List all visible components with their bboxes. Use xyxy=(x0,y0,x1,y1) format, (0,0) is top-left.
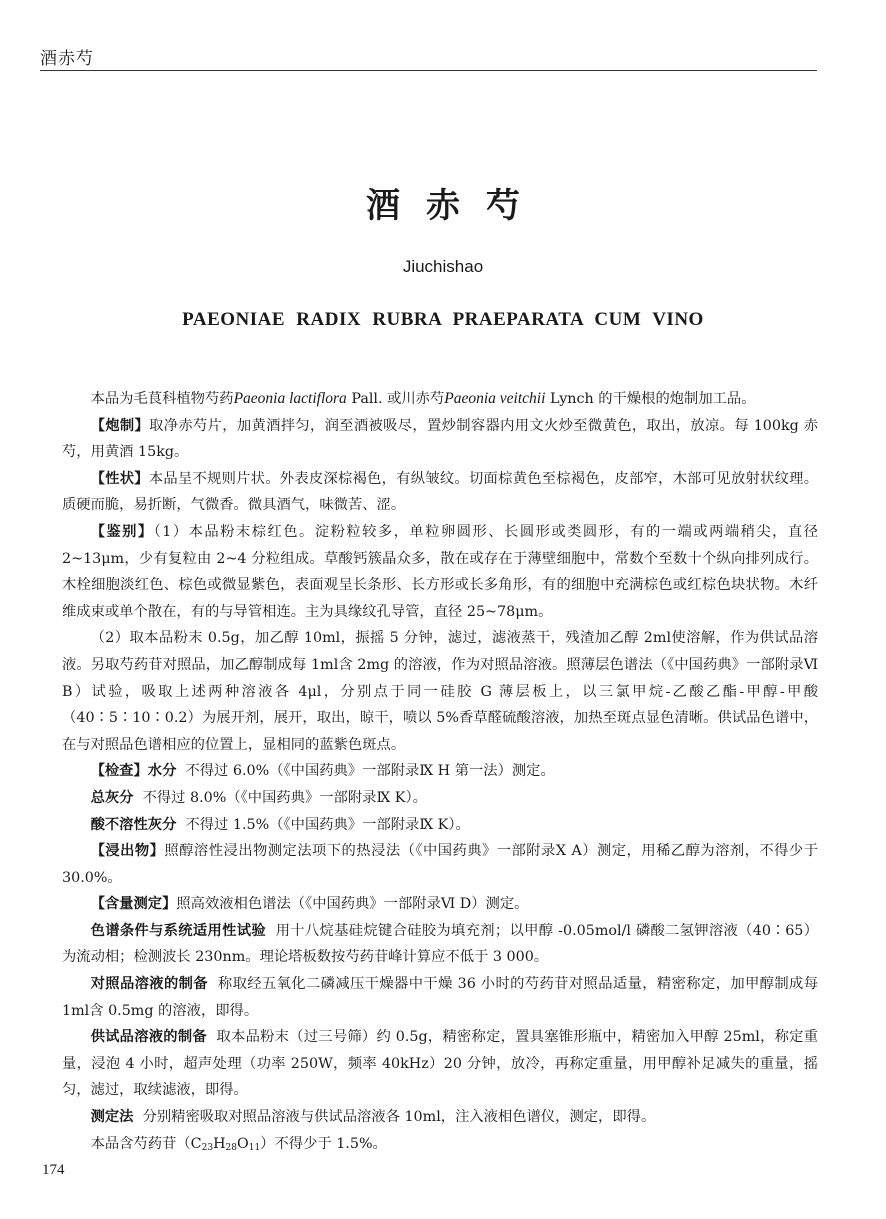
content-text-post: ）不得少于 1.5%。 xyxy=(260,1135,387,1152)
formula-h: H xyxy=(213,1135,226,1152)
intro-text-3: Lynch 的干燥根的炮制加工品。 xyxy=(545,391,756,407)
reference-solution-paragraph xyxy=(62,971,818,1024)
formula-h-subscript: 28 xyxy=(225,1142,237,1153)
formula-c-subscript: 23 xyxy=(201,1142,214,1153)
hanliang-paragraph xyxy=(62,891,818,918)
species-name-1: Paeonia lactiflora xyxy=(233,390,347,407)
header-rule xyxy=(40,70,817,71)
jianbie-text-2: （2）取本品粉末 0.5g，加乙醇 10ml，振摇 5 分钟，滤过，滤液蒸干，残渣加乙醇 2ml使溶解，作为供试品溶液。另取芍药苷对照品，加乙醇制成每 1ml含 2mg 的溶液，作为对照品溶液。照薄层色谱法（《中国药典》一部附录Ⅵ B）试验，吸取上述两种溶液各 4μl，分别点于同一硅胶 G 薄层板上，以三氯甲烷-乙酸乙酯-甲醇-甲酸（40∶5∶10∶0.2）为展开剂，展开，取出，晾干，喷以 5%香草醛硫酸溶液，加热至斑点显色清晰。供试品色谱中，在与对照品色谱相应的位置上，显相同的蓝紫色斑点。 xyxy=(62,630,818,753)
latin-name: PAEONIAE RADIX RUBRA PRAEPARATA CUM VINO xyxy=(182,309,704,330)
acid-ash-paragraph xyxy=(62,812,818,839)
jianbie-paragraph-1 xyxy=(62,519,818,625)
jinchuwu-paragraph xyxy=(62,838,818,891)
water-label: 水分 xyxy=(147,763,177,780)
acid-ash-text: 不得过 1.5%（《中国药典》一部附录Ⅸ K）。 xyxy=(185,816,470,833)
sample-solution-label: 供试品溶液的制备 xyxy=(90,1029,207,1046)
page-number: 174 xyxy=(42,1162,65,1178)
intro-text-2: Pall. 或川赤芍 xyxy=(346,391,445,407)
jiancha-label: 【检查】 xyxy=(90,763,148,780)
intro-text-1: 本品为毛茛科植物芍药 xyxy=(90,391,234,407)
content-text-pre: 本品含芍药苷（C xyxy=(90,1135,202,1152)
pinyin-name: Jiuchishao xyxy=(402,257,484,276)
formula-o-subscript: 11 xyxy=(248,1142,261,1153)
total-ash-paragraph xyxy=(62,785,818,812)
jinchuwu-label: 【浸出物】 xyxy=(90,843,165,860)
sample-solution-text: 取本品粉末（过三号筛）约 0.5g，精密称定，置具塞锥形瓶中，精密加入甲醇 25ml，称定重量，浸泡 4 小时，超声处理（功率 250W，频率 40kHz）20 分钟，放冷，再称定重量，用甲醇补足减失的重量，摇匀，滤过，取续滤液，即得。 xyxy=(62,1029,818,1099)
method-label: 测定法 xyxy=(90,1109,134,1126)
jianbie-text-1: （1）本品粉末棕红色。淀粉粒较多，单粒卵圆形、长圆形或类圆形，有的一端或两端稍尖，直径 2~13μm，少有复粒由 2~4 分粒组成。草酸钙簇晶众多，散在或存在于薄壁细胞中，常数个至数十个纵向排列成行。木栓细胞淡红色、棕色或微显紫色，表面观呈长条形、长方形或长多角形，有的细胞中充满棕色或红棕色块状物。木纤维成束或单个散在，有的与导管相连。主为具缘纹孔导管，直径 25~78μm。 xyxy=(62,523,818,620)
sample-solution-paragraph xyxy=(62,1024,818,1104)
xingzhuang-paragraph xyxy=(62,466,818,519)
xingzhuang-label: 【性状】 xyxy=(90,470,149,487)
species-name-2: Paeonia veitchii xyxy=(444,390,546,407)
reference-solution-label: 对照品溶液的制备 xyxy=(90,976,209,993)
total-ash-text: 不得过 8.0%（《中国药典》一部附录Ⅸ K）。 xyxy=(142,789,427,806)
acid-ash-label: 酸不溶性灰分 xyxy=(90,816,177,833)
jiancha-water-paragraph xyxy=(62,758,818,785)
intro-paragraph xyxy=(62,386,818,413)
reference-solution-text: 称取经五氧化二磷减压干燥器中干燥 36 小时的芍药苷对照品适量，精密称定，加甲醇制成每 1ml含 0.5mg 的溶液，即得。 xyxy=(62,976,819,1019)
total-ash-label: 总灰分 xyxy=(90,789,134,806)
formula-o: O xyxy=(237,1135,249,1152)
conditions-text: 用十八烷基硅烷键合硅胶为填充剂；以甲醇 -0.05mol/l 磷酸二氢钾溶液（40∶65）为流动相；检测波长 230nm。理论塔板数按芍药苷峰计算应不低于 3 000。 xyxy=(62,922,819,966)
hanliang-label: 【含量测定】 xyxy=(90,896,177,913)
method-paragraph xyxy=(62,1104,818,1131)
running-head: 酒赤芍 xyxy=(40,49,94,69)
page-title: 酒赤芍 xyxy=(366,186,546,226)
jinchuwu-text: 照醇溶性浸出物测定法项下的热浸法（《中国药典》一部附录Ⅹ A）测定，用稀乙醇为溶剂，不得少于 30.0%。 xyxy=(62,843,818,886)
conditions-label: 色谱条件与系统适用性试验 xyxy=(90,922,266,939)
content-requirement-paragraph xyxy=(62,1131,818,1158)
jianbie-paragraph-2 xyxy=(62,625,818,758)
xingzhuang-text: 本品呈不规则片状。外表皮深棕褐色，有纵皱纹。切面棕黄色至棕褐色，皮部窄，木部可见放射状纹理。质硬而脆，易折断，气微香。微具酒气，味微苦、涩。 xyxy=(62,470,819,514)
paozhi-paragraph xyxy=(62,413,818,466)
paozhi-text: 取净赤芍片，加黄酒拌匀，润至酒被吸尽，置炒制容器内用文火炒至微黄色，取出，放凉。每 100kg 赤芍，用黄酒 15kg。 xyxy=(62,417,818,461)
hanliang-text: 照高效液相色谱法（《中国药典》一部附录Ⅵ D）测定。 xyxy=(176,896,529,913)
jianbie-label: 【鉴别】 xyxy=(90,523,154,540)
monograph-body xyxy=(62,386,818,1157)
method-text: 分别精密吸取对照品溶液与供试品溶液各 10ml，注入液相色谱仪，测定，即得。 xyxy=(142,1109,656,1126)
paozhi-label: 【炮制】 xyxy=(90,417,150,434)
conditions-paragraph xyxy=(62,918,818,971)
water-text: 不得过 6.0%（《中国药典》一部附录Ⅸ H 第一法）测定。 xyxy=(185,763,555,780)
